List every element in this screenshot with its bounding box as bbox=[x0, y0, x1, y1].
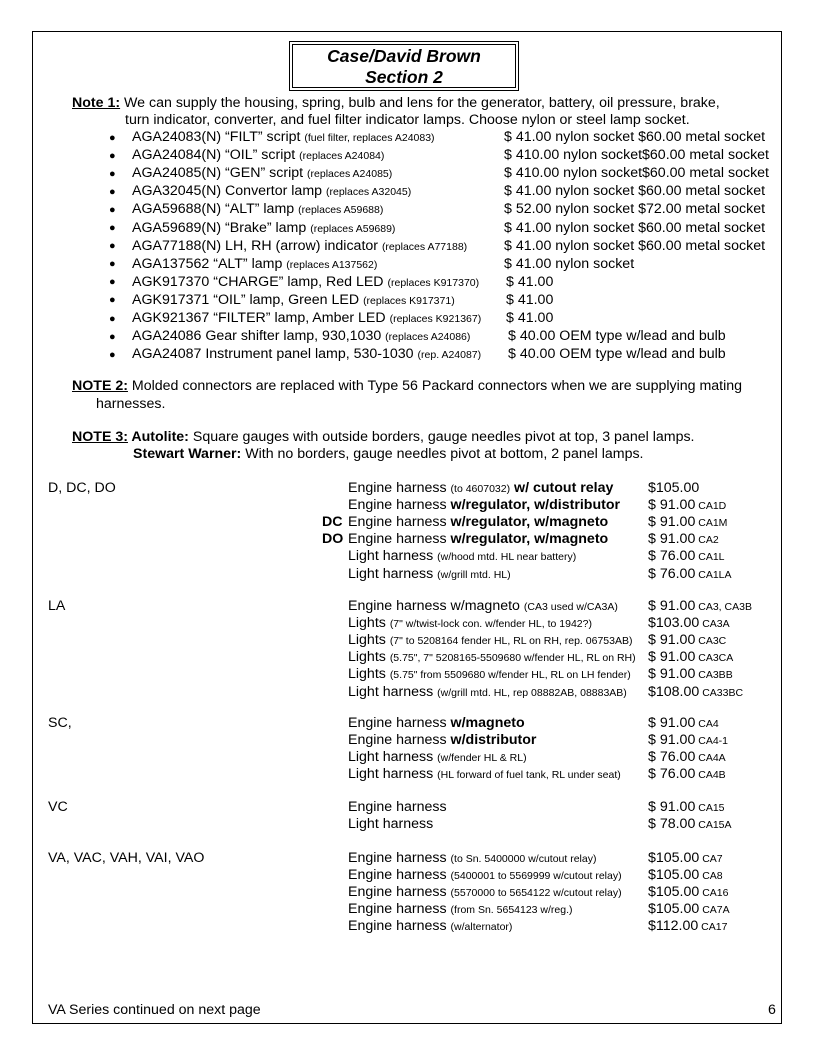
bullet-icon: ● bbox=[109, 240, 116, 253]
harness-name: Engine harness w/magneto bbox=[348, 598, 524, 614]
part-code: CA3C bbox=[695, 635, 727, 648]
stewart-label: Stewart Warner: bbox=[133, 446, 242, 462]
autolite-text: Square gauges with outside borders, gauge needles pivot at top, 3 panel lamps. bbox=[188, 429, 695, 445]
lamp-price: $ 52.00 nylon socket $72.00 metal socket bbox=[504, 201, 766, 218]
harness-price: $ 76.00 bbox=[648, 565, 696, 582]
lamp-item bbox=[132, 146, 384, 165]
harness-price-cell bbox=[648, 565, 732, 584]
harness-name: Engine harness bbox=[348, 514, 451, 531]
bullet-icon: ● bbox=[109, 222, 116, 234]
lamp-price: $ 41.00 bbox=[506, 291, 554, 308]
note3-label: NOTE 3: bbox=[72, 429, 128, 445]
harness-note: (5570000 to 5654122 w/cutout relay) bbox=[450, 887, 622, 900]
lamp-name: AGK917370 “CHARGE” lamp, Red LED bbox=[132, 273, 388, 290]
harness-note: (to Sn. 5400000 w/cutout relay) bbox=[450, 853, 597, 865]
part-code: CA3, CA3B bbox=[695, 601, 752, 613]
harness-feature: w/magneto bbox=[450, 715, 525, 731]
harness-note: (w/fender HL & RL) bbox=[437, 752, 527, 765]
lamp-price: $ 41.00 nylon socket $60.00 metal socket bbox=[504, 183, 766, 200]
harness-price-cell bbox=[648, 815, 732, 834]
harness-feature: w/regulator, w/magneto bbox=[450, 531, 609, 548]
note3-line1 bbox=[72, 428, 695, 446]
note1-text2: turn indicator, converter, and fuel filter indicator lamps. Choose nylon or steel lamp socket. bbox=[125, 112, 690, 128]
lamp-note: (replaces K917371) bbox=[363, 294, 455, 307]
harness-name: Engine harness bbox=[348, 799, 447, 815]
lamp-price: $ 41.00 nylon socket $60.00 metal socket bbox=[504, 237, 766, 254]
bullet-icon: ● bbox=[109, 330, 116, 343]
part-code: CA15 bbox=[695, 802, 725, 814]
harness-name: Engine harness bbox=[348, 531, 451, 548]
harness-price: $105.00 bbox=[648, 480, 700, 496]
lamp-note: (replaces A77188) bbox=[381, 240, 468, 253]
bullet-icon: ● bbox=[109, 185, 116, 198]
note2-line1 bbox=[72, 377, 742, 395]
harness-price-cell bbox=[648, 683, 743, 702]
lamp-item bbox=[132, 164, 392, 183]
harness-price: $ 76.00 bbox=[648, 766, 696, 783]
harness-description bbox=[348, 530, 608, 548]
lamp-price: $ 41.00 nylon socket $60.00 metal socket bbox=[504, 219, 766, 236]
lamp-name: AGA59689(N) “Brake” lamp bbox=[132, 219, 311, 236]
model-label: VA, VAC, VAH, VAI, VAO bbox=[48, 850, 205, 866]
bullet-icon: ● bbox=[109, 167, 116, 180]
lamp-note: (replaces A59688) bbox=[298, 204, 384, 217]
lamp-name: AGA137562 “ALT” lamp bbox=[132, 255, 287, 272]
lamp-item bbox=[132, 237, 467, 256]
lamp-item bbox=[132, 128, 435, 147]
lamp-note: (replaces K921367) bbox=[389, 313, 482, 325]
harness-note: (5.75", 7" 5208165-5509680 w/fender HL, RL on RH) bbox=[389, 652, 636, 665]
bullet-icon: ● bbox=[109, 348, 116, 361]
continued-note: VA Series continued on next page bbox=[48, 1002, 261, 1018]
harness-note: (7" w/twist-lock con. w/fender HL, to 1942?) bbox=[389, 618, 592, 631]
harness-name: Lights bbox=[348, 666, 390, 683]
part-code: CA4-1 bbox=[695, 735, 729, 748]
harness-price: $ 76.00 bbox=[648, 749, 696, 766]
harness-price-cell bbox=[648, 917, 727, 936]
title-box bbox=[289, 41, 519, 91]
lamp-price: $ 41.00 nylon socket bbox=[504, 255, 635, 272]
harness-name: Light harness bbox=[348, 749, 438, 766]
note1-label: Note 1: bbox=[72, 95, 121, 111]
harness-price: $ 91.00 bbox=[648, 531, 696, 548]
lamp-name: AGA24084(N) “OIL” script bbox=[132, 147, 300, 164]
note2-text1: Molded connectors are replaced with Type 56 Packard connectors when we are supplying mating bbox=[127, 378, 743, 394]
harness-description bbox=[348, 513, 608, 531]
harness-note: (CA3 used w/CA3A) bbox=[523, 601, 618, 613]
harness-description bbox=[348, 714, 525, 732]
harness-name: Engine harness bbox=[348, 901, 451, 918]
title-line-2: Section 2 bbox=[365, 67, 443, 87]
part-code: CA8 bbox=[699, 870, 723, 883]
harness-name: Light harness bbox=[348, 548, 438, 565]
harness-name: Light harness bbox=[348, 816, 434, 833]
harness-name: Engine harness bbox=[348, 715, 451, 731]
part-code: CA3CA bbox=[695, 652, 734, 665]
part-code: CA1M bbox=[695, 517, 728, 530]
lamp-item bbox=[132, 309, 481, 328]
stewart-text: With no borders, gauge needles pivot at bottom, 2 panel lamps. bbox=[241, 446, 644, 462]
part-code: CA16 bbox=[699, 887, 729, 900]
harness-price: $ 76.00 bbox=[648, 548, 696, 565]
harness-name: Engine harness bbox=[348, 867, 451, 884]
lamp-item bbox=[132, 273, 479, 292]
note1-text1: We can supply the housing, spring, bulb and lens for the generator, battery, oil pressure, brake, bbox=[120, 95, 720, 111]
harness-note: (to 4607032) bbox=[450, 483, 511, 495]
harness-name: Light harness bbox=[348, 766, 438, 783]
lamp-name: AGA24083(N) “FILT” script bbox=[132, 129, 305, 145]
harness-price: $ 91.00 bbox=[648, 514, 696, 531]
harness-price: $ 91.00 bbox=[648, 666, 696, 683]
harness-name: Engine harness bbox=[348, 497, 451, 514]
bullet-icon: ● bbox=[109, 258, 116, 271]
part-code: CA7 bbox=[699, 853, 723, 865]
harness-name: Light harness bbox=[348, 683, 438, 700]
lamp-price: $ 40.00 OEM type w/lead and bulb bbox=[508, 328, 726, 345]
harness-price: $105.00 bbox=[648, 867, 700, 884]
harness-price: $105.00 bbox=[648, 901, 700, 918]
bullet-icon: ● bbox=[109, 276, 116, 289]
lamp-name: AGA24086 Gear shifter lamp, 930,1030 bbox=[132, 328, 386, 345]
harness-note: (from Sn. 5654123 w/reg.) bbox=[450, 904, 573, 917]
lamp-item bbox=[132, 200, 383, 219]
harness-price: $ 91.00 bbox=[648, 732, 696, 749]
lamp-item bbox=[132, 345, 481, 364]
model-label: SC, bbox=[48, 715, 72, 731]
harness-price: $105.00 bbox=[648, 850, 700, 866]
model-label: D, DC, DO bbox=[48, 480, 116, 496]
harness-price: $108.00 bbox=[648, 683, 700, 700]
harness-description bbox=[348, 683, 627, 702]
lamp-price: $ 410.00 nylon socket$60.00 metal socket bbox=[504, 165, 770, 182]
bullet-icon: ● bbox=[109, 312, 116, 325]
lamp-note: (replaces A24085) bbox=[307, 168, 393, 181]
harness-description bbox=[348, 496, 620, 514]
harness-description bbox=[348, 917, 512, 936]
part-code: CA1LA bbox=[695, 568, 732, 581]
harness-feature: w/ cutout relay bbox=[510, 480, 614, 496]
part-code: CA15A bbox=[695, 819, 732, 832]
harness-name: Light harness bbox=[348, 565, 438, 582]
lamp-note: (replaces K917370) bbox=[387, 276, 480, 289]
lamp-note: (replaces A32045) bbox=[325, 186, 412, 199]
harness-name: Engine harness bbox=[348, 884, 451, 901]
lamp-name: AGA24087 Instrument panel lamp, 530-1030 bbox=[132, 346, 418, 363]
note1-line1 bbox=[72, 94, 720, 112]
part-code: CA4 bbox=[695, 718, 719, 730]
title-line-1: Case/David Brown bbox=[327, 46, 481, 66]
bullet-icon: ● bbox=[109, 294, 116, 307]
harness-feature: w/regulator, w/magneto bbox=[450, 514, 609, 531]
harness-price: $ 91.00 bbox=[648, 497, 696, 514]
lamp-item bbox=[132, 182, 411, 201]
harness-description bbox=[348, 731, 536, 749]
lamp-name: AGA32045(N) Convertor lamp bbox=[132, 183, 326, 200]
part-code: CA1L bbox=[695, 551, 725, 564]
harness-note: (5400001 to 5569999 w/cutout relay) bbox=[450, 870, 622, 883]
part-code: CA4B bbox=[695, 769, 726, 782]
bullet-icon: ● bbox=[109, 203, 116, 216]
part-code: CA17 bbox=[698, 921, 728, 934]
harness-name: Lights bbox=[348, 615, 390, 632]
note2-text2: harnesses. bbox=[96, 396, 166, 412]
lamp-price: $ 41.00 bbox=[506, 273, 554, 290]
harness-note: (w/hood mtd. HL near battery) bbox=[437, 551, 577, 564]
note3-line2 bbox=[133, 445, 644, 463]
harness-note: (w/grill mtd. HL) bbox=[437, 568, 511, 581]
model-prefix: DO bbox=[322, 531, 344, 548]
harness-name: Engine harness bbox=[348, 918, 451, 935]
part-code: CA4A bbox=[695, 752, 726, 765]
part-code: CA7A bbox=[699, 904, 730, 917]
lamp-item bbox=[132, 255, 377, 274]
model-label: LA bbox=[48, 598, 66, 614]
harness-price: $105.00 bbox=[648, 884, 700, 901]
harness-feature: w/regulator, w/distributor bbox=[450, 497, 621, 514]
lamp-item bbox=[132, 327, 470, 346]
lamp-price: $ 410.00 nylon socket$60.00 metal socket bbox=[504, 147, 770, 164]
harness-price: $ 91.00 bbox=[648, 649, 696, 666]
harness-description bbox=[348, 815, 433, 833]
harness-price: $ 91.00 bbox=[648, 799, 696, 815]
harness-description bbox=[348, 765, 621, 784]
harness-price: $ 91.00 bbox=[648, 632, 696, 649]
bullet-icon: ● bbox=[109, 131, 116, 144]
part-code: CA3A bbox=[699, 618, 730, 631]
lamp-name: AGA59688(N) “ALT” lamp bbox=[132, 201, 299, 218]
harness-description bbox=[348, 798, 447, 816]
page-number: 6 bbox=[768, 1002, 776, 1018]
harness-description bbox=[348, 565, 511, 584]
part-code: CA2 bbox=[695, 534, 719, 547]
autolite-label: Autolite: bbox=[127, 429, 189, 445]
harness-note: (7" to 5208164 fender HL, RL on RH, rep. 06753AB) bbox=[389, 635, 633, 648]
lamp-note: (replaces A24084) bbox=[299, 150, 385, 163]
lamp-note: (replaces A59689) bbox=[310, 222, 396, 235]
model-label: VC bbox=[48, 799, 68, 815]
harness-name: Engine harness bbox=[348, 850, 451, 866]
harness-price: $ 91.00 bbox=[648, 715, 696, 731]
harness-name: Engine harness bbox=[348, 480, 451, 496]
harness-name: Lights bbox=[348, 632, 390, 649]
harness-price-cell bbox=[648, 765, 726, 784]
harness-feature: w/distributor bbox=[450, 732, 537, 749]
harness-price: $ 91.00 bbox=[648, 598, 696, 614]
bullet-icon: ● bbox=[109, 149, 116, 162]
lamp-price: $ 41.00 bbox=[506, 310, 554, 326]
part-code: CA33BC bbox=[699, 686, 744, 699]
harness-note: (w/alternator) bbox=[450, 921, 513, 934]
lamp-name: AGA24085(N) “GEN” script bbox=[132, 165, 308, 182]
lamp-price: $ 40.00 OEM type w/lead and bulb bbox=[508, 346, 726, 363]
lamp-note: (replaces A137562) bbox=[286, 258, 378, 271]
harness-note: (w/grill mtd. HL, rep 08882AB, 08883AB) bbox=[437, 686, 627, 699]
model-prefix: DC bbox=[322, 514, 343, 531]
lamp-note: (replaces A24086) bbox=[385, 331, 471, 344]
harness-price: $112.00 bbox=[648, 918, 699, 935]
lamp-item bbox=[132, 291, 455, 310]
harness-note: (5.75" from 5509680 w/fender HL, RL on LH fender) bbox=[389, 669, 631, 682]
harness-name: Lights bbox=[348, 649, 390, 666]
harness-note: (HL forward of fuel tank, RL under seat) bbox=[437, 769, 621, 782]
lamp-price: $ 41.00 nylon socket $60.00 metal socket bbox=[504, 129, 766, 145]
harness-price: $ 78.00 bbox=[648, 816, 696, 833]
part-code: CA3BB bbox=[695, 669, 733, 682]
lamp-item bbox=[132, 219, 395, 238]
lamp-name: AGA77188(N) LH, RH (arrow) indicator bbox=[132, 237, 382, 254]
note2-label: NOTE 2: bbox=[72, 378, 128, 394]
part-code: CA1D bbox=[695, 500, 727, 513]
lamp-name: AGK917371 “OIL” lamp, Green LED bbox=[132, 291, 364, 308]
harness-price: $103.00 bbox=[648, 615, 700, 632]
lamp-name: AGK921367 “FILTER” lamp, Amber LED bbox=[132, 310, 390, 326]
harness-name: Engine harness bbox=[348, 732, 451, 749]
lamp-note: (fuel filter, replaces A24083) bbox=[304, 132, 435, 144]
lamp-note: (rep. A24087) bbox=[417, 349, 482, 362]
